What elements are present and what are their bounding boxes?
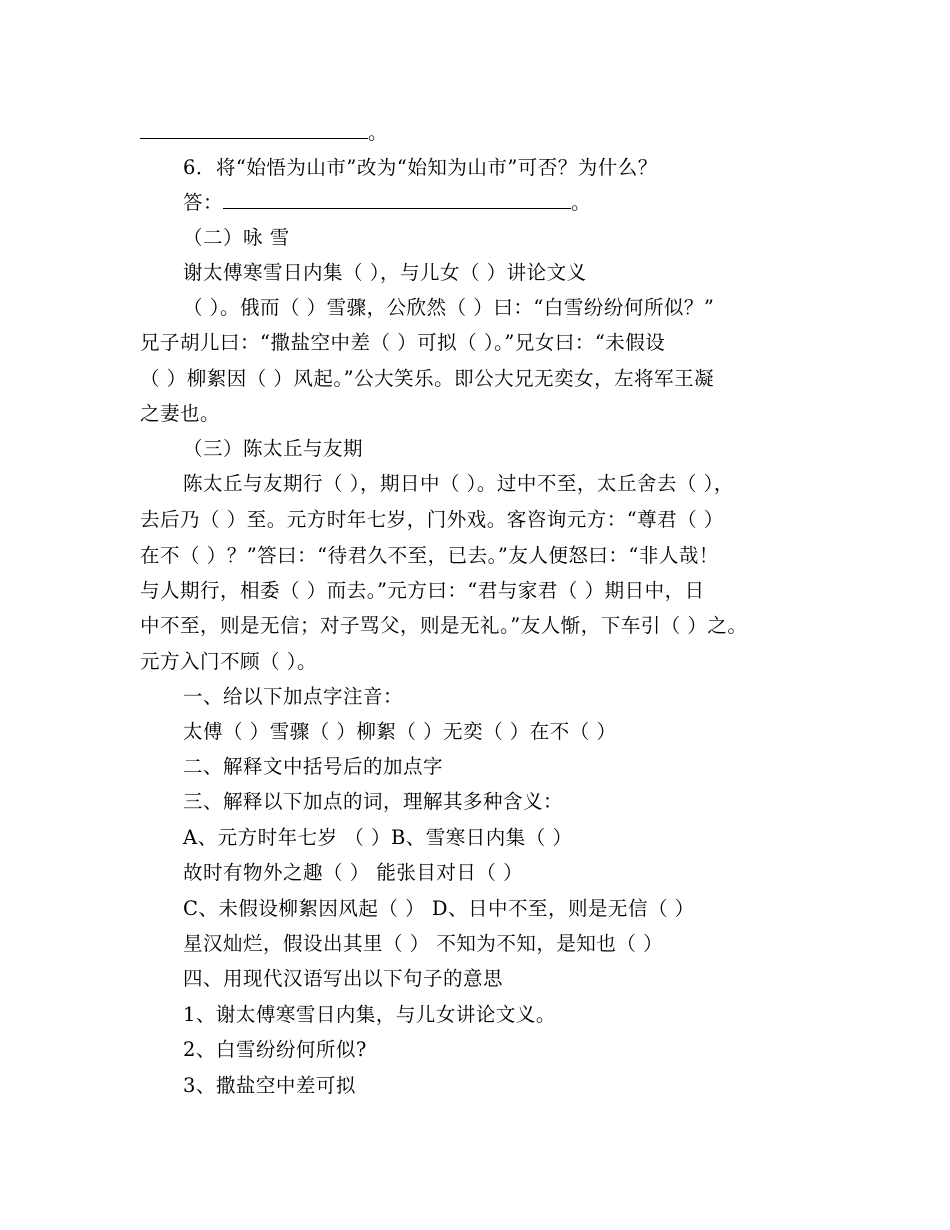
- exercise-line: [183, 858, 823, 888]
- exercise-heading-2: [183, 752, 823, 782]
- answer-suffix: 。: [571, 191, 592, 214]
- exercise-heading-1: [183, 682, 823, 712]
- line-text: 元方入门不顾（ ）。: [140, 650, 317, 673]
- line-text: 星汉灿烂，假设出其里（ ） 不知为不知，是知也（ ）: [183, 932, 664, 955]
- line-text: 6．将“始悟为山市”改为“始知为山市”可否？为什么？: [183, 156, 658, 179]
- line-text: 四、用现代汉语写出以下句子的意思: [183, 967, 504, 990]
- line-text: 二、解释文中括号后的加点字: [183, 755, 444, 778]
- line-text: 陈太丘与友期行（ ），期日中（ ）。过中不至，太丘舍去（ ），: [183, 472, 734, 495]
- line-text: 之妻也。: [140, 402, 221, 425]
- question-6: [183, 153, 823, 183]
- section-title-chentaiqiu: [183, 434, 823, 464]
- passage-line: [140, 399, 820, 429]
- passage-line: [183, 469, 823, 499]
- passage-line: [140, 364, 820, 394]
- answer-blank: [223, 190, 571, 209]
- line-text: 一、给以下加点字注音：: [183, 685, 404, 708]
- exercise-line: [183, 1071, 823, 1101]
- line-text: 太傅（ ）雪骤（ ）柳絮（ ）无奕（ ）在不（ ）: [183, 720, 617, 743]
- exercise-line: [183, 1000, 823, 1030]
- line-text: 故时有物外之趣（ ） 能张目对日（ ）: [183, 861, 524, 884]
- exercise-line: [183, 929, 823, 959]
- exercise-line: [183, 717, 823, 747]
- answer-blank: [140, 120, 368, 139]
- exercise-heading-4: [183, 964, 823, 994]
- passage-line: [183, 293, 823, 323]
- exercise-heading-3: [183, 787, 823, 817]
- exercise-line: [183, 823, 823, 853]
- passage-line: [140, 576, 820, 606]
- section-title-yongxue: [183, 223, 823, 253]
- answer-line-6: [183, 188, 823, 218]
- line-text: 与人期行，相委（ ）而去。”元方曰：“君与家君（ ）期日中，日: [140, 579, 705, 602]
- passage-line: [183, 258, 823, 288]
- passage-line: [140, 328, 820, 358]
- passage-line: [140, 647, 820, 677]
- line-text: 去后乃（ ）至。元方时年七岁，门外戏。客咨询元方：“尊君（ ）: [140, 508, 724, 531]
- line-text: （二）咏 雪: [183, 226, 290, 249]
- line-text: 1、谢太傅寒雪日内集，与儿女讲论文义。: [183, 1003, 556, 1026]
- line-text: 2、白雪纷纷何所似?: [183, 1038, 367, 1061]
- line-text: 。: [368, 121, 389, 144]
- passage-line: [140, 611, 820, 641]
- passage-line: [140, 505, 820, 535]
- line-text: C、未假设柳絮因风起（ ） D、日中不至，则是无信（ ）: [183, 897, 695, 920]
- line-text: （三）陈太丘与友期: [183, 437, 364, 460]
- line-text: 谢太傅寒雪日内集（ ），与儿女（ ）讲论文义: [183, 261, 587, 284]
- line-text: A、元方时年七岁 （ ）B、雪寒日内集（ ）: [183, 826, 573, 849]
- line-text: 兄子胡儿曰：“撒盐空中差（ ）可拟（ ）。”兄女曰：“未假设: [140, 331, 666, 354]
- line-text: 在不（ ）？”答曰：“待君久不至，已去。”友人便怒曰：“非人哉！: [140, 544, 719, 567]
- line-text: 3、撒盐空中差可拟: [183, 1074, 356, 1097]
- line-text: 中不至，则是无信；对子骂父，则是无礼。”友人惭，下车引（ ）之。: [140, 614, 748, 637]
- exercise-line: [183, 1035, 823, 1065]
- answer-label: 答：: [183, 191, 224, 214]
- line-text: （ ）柳絮因（ ）风起。”公大笑乐。即公大兄无奕女，左将军王凝: [140, 367, 715, 390]
- answer-line-5: [140, 118, 820, 148]
- line-text: （ ）。俄而（ ）雪骤，公欣然（ ）曰：“白雪纷纷何所似？”: [183, 296, 715, 319]
- passage-line: [140, 541, 820, 571]
- exercise-line: [183, 894, 823, 924]
- line-text: 三、解释以下加点的词，理解其多种含义：: [183, 790, 564, 813]
